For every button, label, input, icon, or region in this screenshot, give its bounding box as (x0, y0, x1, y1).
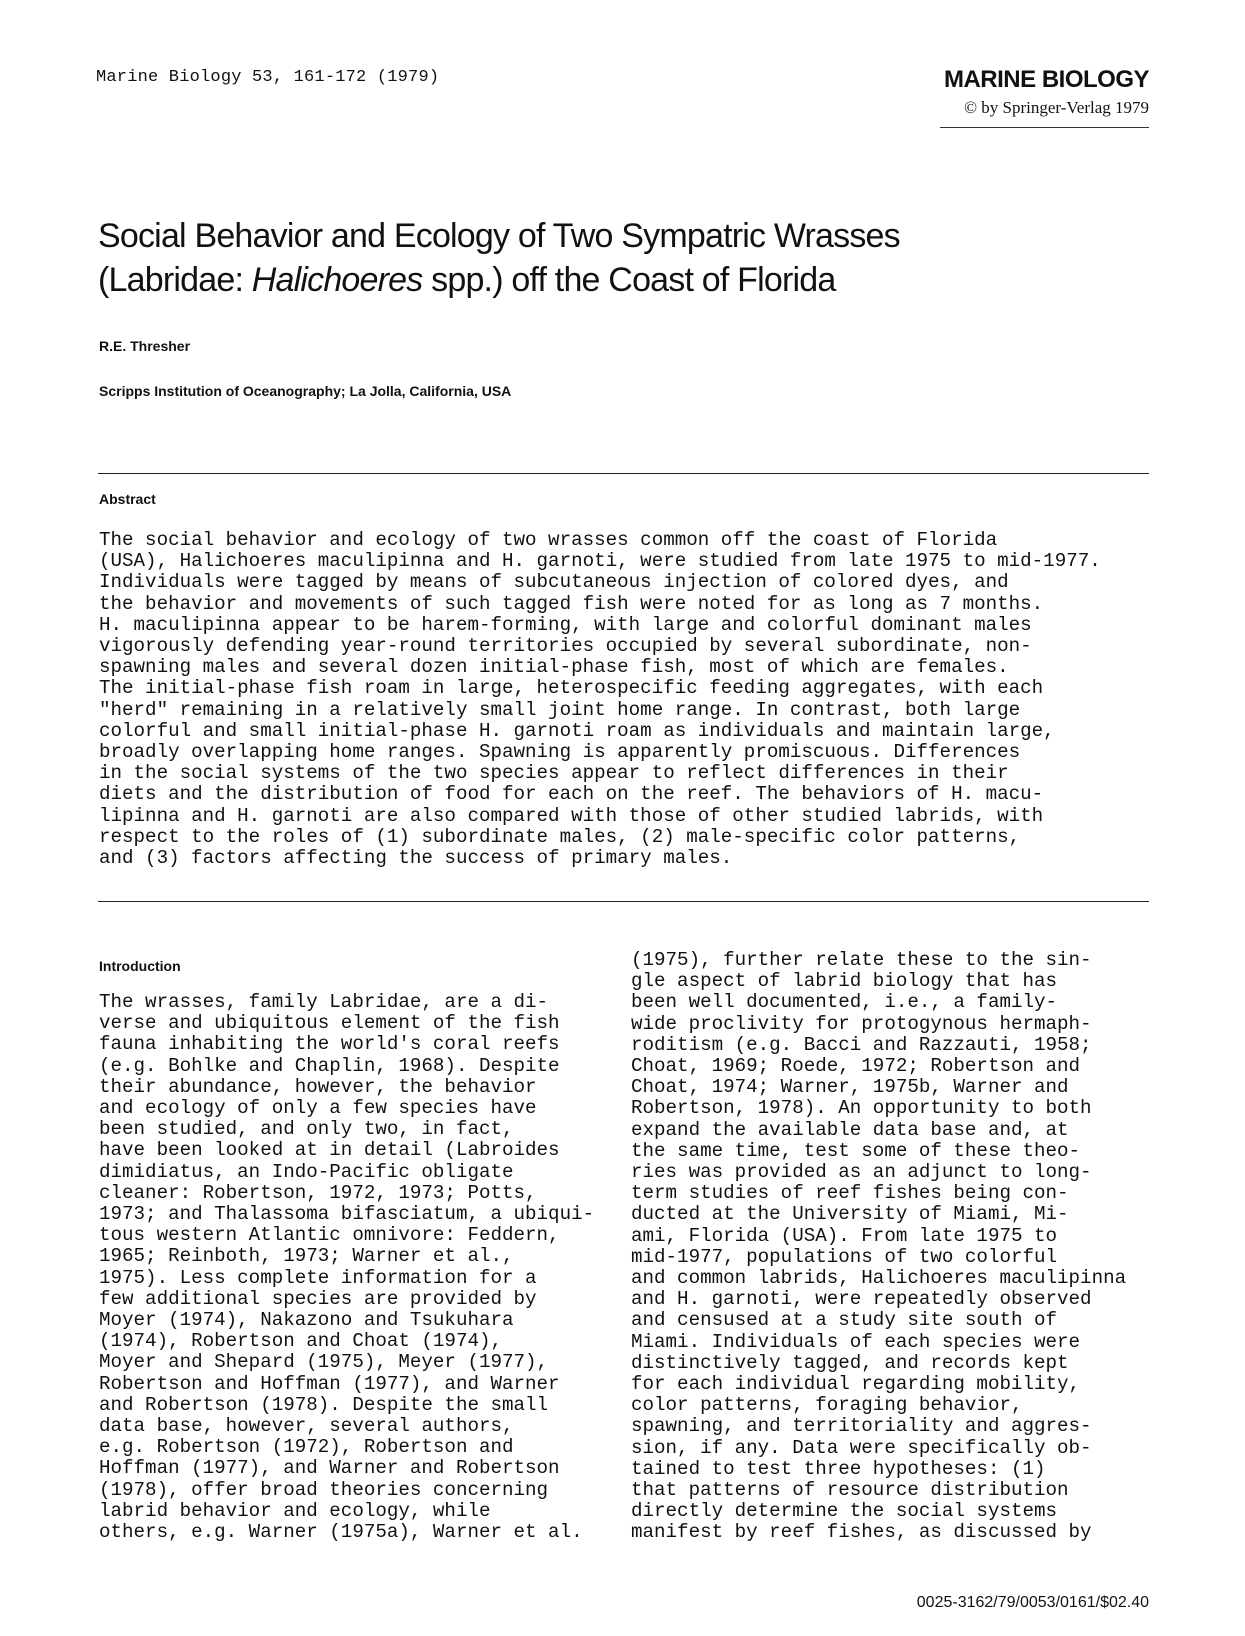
title-line-1: Social Behavior and Ecology of Two Sympatric Wrasses (98, 217, 900, 255)
text-line: ducted at the University of Miami, Mi- (631, 1203, 1069, 1226)
text-line: data base, however, several authors, (99, 1415, 514, 1438)
text-line: ries was provided as an adjunct to long- (631, 1161, 1092, 1184)
text-line: colorful and small initial-phase H. garnoti roam as individuals and maintain large, (99, 719, 1055, 742)
text-line: (e.g. Bohlke and Chaplin, 1968). Despite (99, 1054, 560, 1077)
text-line: and Robertson (1978). Despite the small (99, 1393, 549, 1416)
title-line-2-end: spp.) off the Coast of Florida (422, 261, 836, 299)
text-line: sion, if any. Data were specifically ob- (631, 1436, 1092, 1459)
title-line-2 (98, 258, 1098, 302)
text-line: dimidiatus, an Indo-Pacific obligate (99, 1160, 514, 1183)
text-line: term studies of reef fishes being con- (631, 1182, 1069, 1205)
abstract-top-divider (98, 473, 1149, 474)
text-line: the behavior and movements of such tagged fish were noted for as long as 7 months. (99, 592, 1044, 615)
text-line: roditism (e.g. Bacci and Razzauti, 1958; (631, 1033, 1092, 1056)
text-line: ami, Florida (USA). From late 1975 to (631, 1224, 1058, 1247)
title-line-2-start: (Labridae: (98, 261, 252, 299)
text-line: and ecology of only a few species have (99, 1097, 537, 1120)
journal-brand (929, 66, 1149, 118)
text-line: distinctively tagged, and records kept (631, 1351, 1069, 1374)
text-line: manifest by reef fishes, as discussed by (631, 1521, 1092, 1544)
text-line: Robertson and Hoffman (1977), and Warner (99, 1372, 560, 1395)
text-line: tained to test three hypotheses: (1) (631, 1457, 1046, 1480)
text-line: been well documented, i.e., a family- (631, 991, 1058, 1014)
text-line: directly determine the social systems (631, 1500, 1058, 1523)
text-line: H. maculipinna appear to be harem-forming, with large and colorful dominant males (99, 613, 1032, 636)
author-affiliation: Scripps Institution of Oceanography; La Jolla, California, USA (99, 383, 512, 399)
text-line: have been looked at in detail (Labroides (99, 1139, 560, 1162)
text-line: and censused at a study site south of (631, 1309, 1058, 1332)
text-line: The social behavior and ecology of two wrasses common off the coast of Florida (99, 529, 998, 551)
text-line: lipinna and H. garnoti are also compared with those of other studied labrids, with (99, 804, 1044, 827)
text-line: Robertson, 1978). An opportunity to both (631, 1097, 1092, 1120)
author-name: R.E. Thresher (99, 338, 191, 354)
text-line: Choat, 1969; Roede, 1972; Robertson and (631, 1055, 1081, 1078)
text-line: few additional species are provided by (99, 1287, 537, 1310)
text-line: Miami. Individuals of each species were (631, 1330, 1081, 1353)
publisher-copyright: © by Springer-Verlag 1979 (964, 98, 1149, 117)
text-line: spawning males and several dozen initial-phase fish, most of which are females. (99, 656, 1009, 679)
text-line: wide proclivity for protogynous hermaph- (631, 1012, 1092, 1035)
text-line: verse and ubiquitous element of the fish (99, 1012, 560, 1035)
text-line: (1974), Robertson and Choat (1974), (99, 1330, 503, 1353)
text-line: and (3) factors affecting the success of primary males. (99, 847, 733, 870)
text-line: "herd" remaining in a relatively small joint home range. In contrast, both large (99, 698, 1021, 721)
journal-name: MARINE BIOLOGY (943, 66, 1149, 93)
text-line: been studied, and only two, in fact, (99, 1118, 514, 1141)
text-line: e.g. Robertson (1972), Robertson and (99, 1436, 514, 1459)
text-line: Moyer and Shepard (1975), Meyer (1977), (99, 1351, 549, 1374)
text-line: Moyer (1974), Nakazono and Tsukuhara (99, 1309, 514, 1332)
abstract-text (99, 530, 1149, 869)
text-line: Individuals were tagged by means of subcutaneous injection of colored dyes, and (99, 571, 1009, 594)
introduction-column-left (99, 992, 619, 1543)
text-line: (1978), offer broad theories concerning (99, 1478, 549, 1501)
text-line: cleaner: Robertson, 1972, 1973; Potts, (99, 1181, 537, 1204)
text-line: Choat, 1974; Warner, 1975b, Warner and (631, 1076, 1069, 1099)
text-line: their abundance, however, the behavior (99, 1075, 537, 1098)
text-line: vigorously defending year-round territories occupied by several subordinate, non- (99, 635, 1032, 658)
text-line: The initial-phase fish roam in large, heterospecific feeding aggregates, with each (99, 677, 1044, 700)
text-line: (USA), Halichoeres maculipinna and H. garnoti, were studied from late 1975 to mid-1977. (99, 550, 1101, 573)
text-line: the same time, test some of these theo- (631, 1139, 1081, 1162)
text-line: diets and the distribution of food for each on the reef. The behaviors of H. macu- (99, 783, 1044, 806)
text-line: broadly overlapping home ranges. Spawning is apparently promiscuous. Differences (99, 741, 1021, 764)
introduction-column-right (631, 950, 1151, 1544)
text-line: 1975). Less complete information for a (99, 1266, 537, 1289)
article-code: 0025-3162/79/0053/0161/$02.40 (916, 1594, 1149, 1611)
text-line: and common labrids, Halichoeres maculipinna (631, 1267, 1127, 1290)
text-line: mid-1977, populations of two colorful (631, 1245, 1058, 1268)
text-line: Hoffman (1977), and Warner and Robertson (99, 1457, 560, 1480)
text-line: color patterns, foraging behavior, (631, 1394, 1023, 1417)
text-line: fauna inhabiting the world's coral reefs (99, 1033, 560, 1056)
brand-divider (940, 127, 1149, 128)
text-line: labrid behavior and ecology, while (99, 1499, 491, 1522)
abstract-bottom-divider (98, 901, 1149, 902)
text-line: others, e.g. Warner (1975a), Warner et al. (99, 1521, 583, 1544)
abstract-heading: Abstract (99, 491, 156, 507)
introduction-heading: Introduction (99, 958, 181, 974)
text-line: spawning, and territoriality and aggres- (631, 1415, 1092, 1438)
text-line: for each individual regarding mobility, (631, 1373, 1081, 1396)
text-line: gle aspect of labrid biology that has (631, 970, 1058, 993)
text-line: and H. garnoti, were repeatedly observed (631, 1288, 1092, 1311)
text-line: 1965; Reinboth, 1973; Warner et al., (99, 1245, 514, 1268)
text-line: tous western Atlantic omnivore: Feddern, (99, 1224, 560, 1247)
text-line: (1975), further relate these to the sin- (631, 949, 1092, 971)
title-genus: Halichoeres (251, 261, 423, 299)
text-line: 1973; and Thalassoma bifasciatum, a ubiqui- (99, 1203, 595, 1226)
journal-citation: Marine Biology 53, 161-172 (1979) (96, 68, 440, 87)
text-line: in the social systems of the two species appear to reflect differences in their (99, 762, 1009, 785)
text-line: expand the available data base and, at (631, 1118, 1069, 1141)
text-line: The wrasses, family Labridae, are a di- (99, 991, 549, 1013)
text-line: respect to the roles of (1) subordinate males, (2) male-specific color patterns, (99, 825, 1021, 848)
article-title (98, 214, 1098, 302)
text-line: that patterns of resource distribution (631, 1479, 1069, 1502)
